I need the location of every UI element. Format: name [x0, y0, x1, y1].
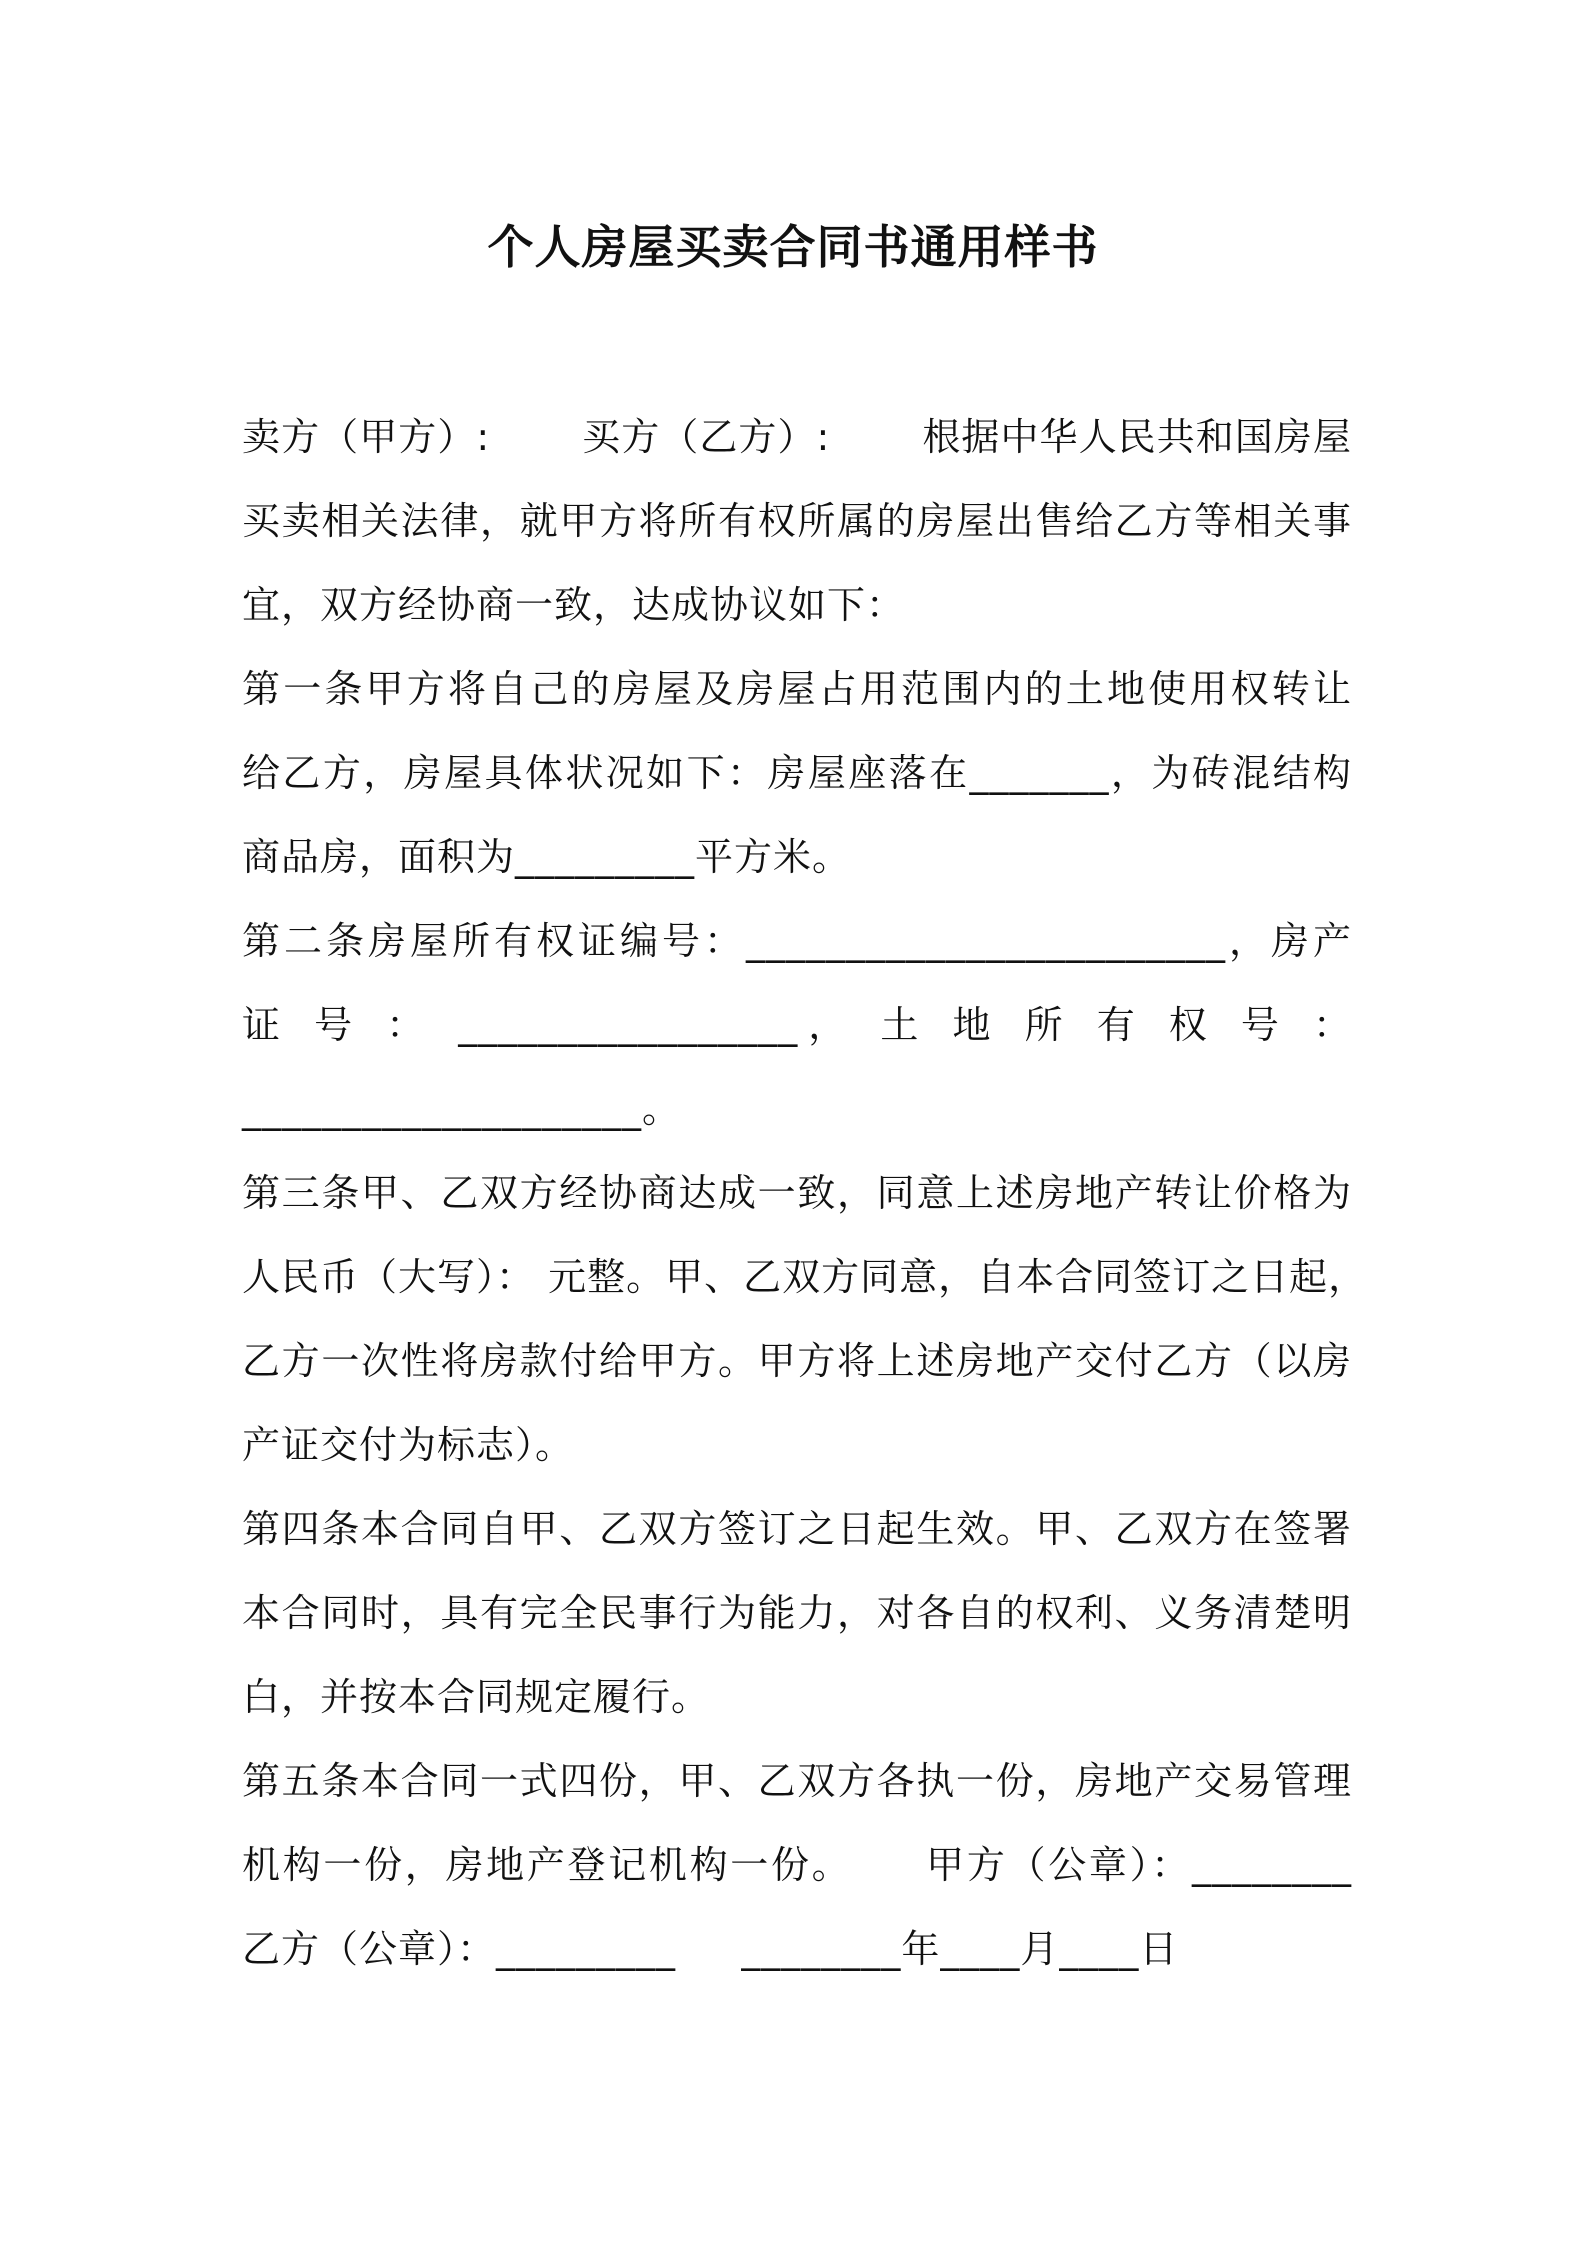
clause-2-line: 证 号 ： _________________， 土 地 所 有 权 号 ：: [242, 1003, 1352, 1047]
clause-1-line: 给乙方，房屋具体状况如下：房屋座落在_______，为砖混结构: [242, 751, 1352, 795]
clause-3-line: 乙方一次性将房款付给甲方。甲方将上述房地产交付乙方（以房: [242, 1339, 1352, 1383]
clause-4-line: 白，并按本合同规定履行。: [242, 1675, 711, 1719]
paragraph-line: 买卖相关法律，就甲方将所有权所属的房屋出售给乙方等相关事: [242, 499, 1352, 543]
clause-1-line: 第一条甲方将自己的房屋及房屋占用范围内的土地使用权转让: [242, 667, 1352, 711]
clause-5-line: 第五条本合同一式四份，甲、乙双方各执一份，房地产交易管理: [242, 1759, 1352, 1803]
clause-2-line: 第二条房屋所有权证编号：________________________，房产: [242, 919, 1352, 963]
clause-1-line: 商品房，面积为_________平方米。: [242, 835, 852, 879]
paragraph-line: 卖方（甲方）: 买方（乙方）: 根据中华人民共和国房屋: [242, 415, 1352, 459]
signature-line: 乙方（公章）：_________ ________年____月____日: [242, 1927, 1179, 1971]
clause-3-line: 产证交付为标志）。: [242, 1423, 575, 1467]
document-title: 个人房屋买卖合同书通用样书: [487, 220, 1099, 274]
clause-2-line: ____________________。: [242, 1087, 682, 1131]
clause-3-line: 第三条甲、乙双方经协商达成一致，同意上述房地产转让价格为: [242, 1171, 1352, 1215]
clause-4-line: 本合同时，具有完全民事行为能力，对各自的权利、义务清楚明: [242, 1591, 1352, 1635]
clause-3-line: 人民币（大写）： 元整。甲、乙双方同意，自本合同签订之日起，: [242, 1255, 1368, 1299]
paragraph-line: 宜，双方经协商一致，达成协议如下：: [242, 583, 906, 627]
clause-5-line: 机构一份，房地产登记机构一份。 甲方（公章）：________: [242, 1843, 1352, 1887]
clause-4-line: 第四条本合同自甲、乙双方签订之日起生效。甲、乙双方在签署: [242, 1507, 1352, 1551]
